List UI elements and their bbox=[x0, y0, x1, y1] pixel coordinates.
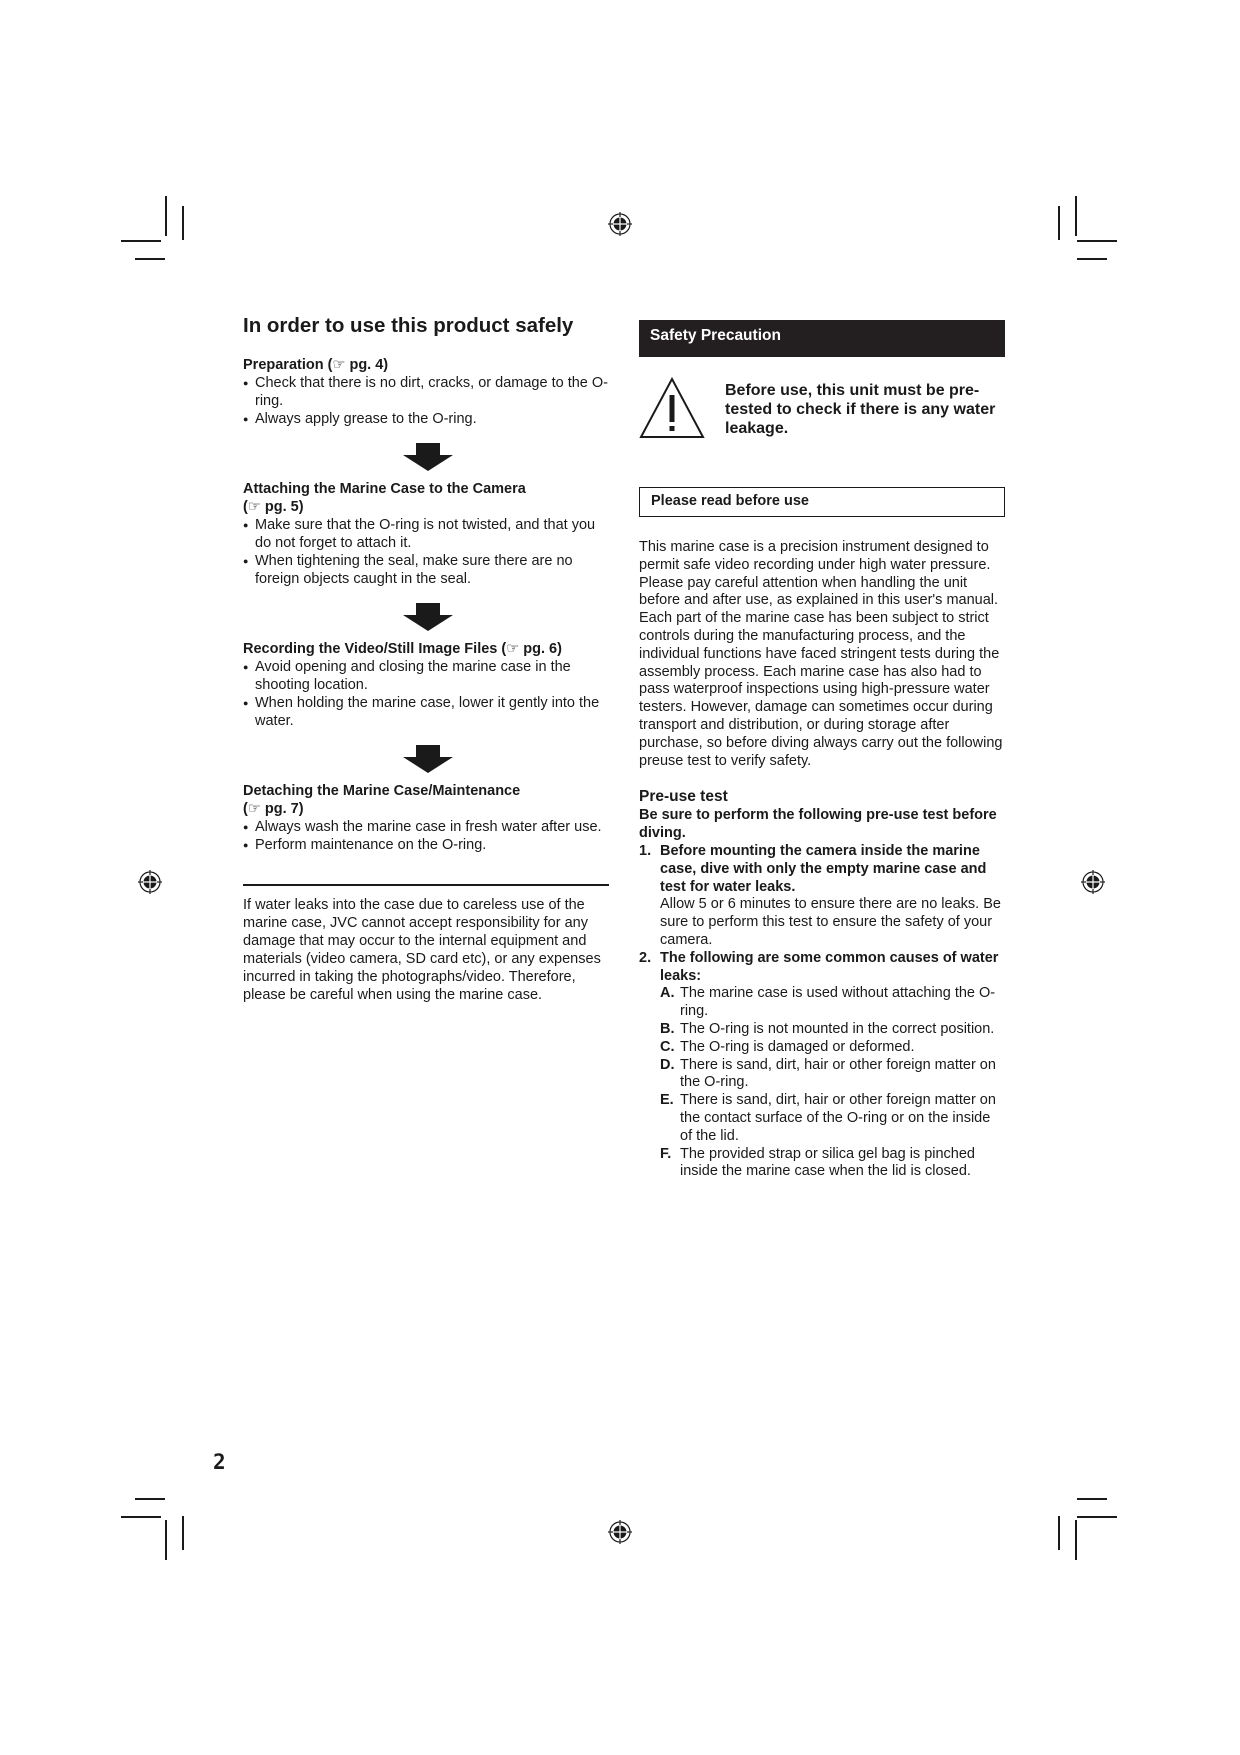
crop-mark bbox=[135, 258, 165, 260]
crop-mark bbox=[1077, 1498, 1107, 1500]
crop-mark bbox=[1058, 206, 1060, 240]
registration-mark-icon bbox=[138, 870, 162, 894]
section-heading: Attaching the Marine Case to the Camera bbox=[243, 480, 526, 497]
preuse-subtitle: Be sure to perform the following pre-use test before diving. bbox=[639, 807, 997, 842]
reference-hand-icon: ☞ bbox=[332, 356, 346, 373]
page-title: In order to use this product safely bbox=[243, 314, 574, 337]
down-arrow-icon bbox=[403, 745, 453, 773]
crop-mark bbox=[1077, 1516, 1117, 1518]
cause-letter: E. bbox=[660, 1092, 674, 1109]
registration-mark-icon bbox=[608, 212, 632, 236]
cause-item: F. The provided strap or silica gel bag is pinched inside the marine case when the lid is closed. bbox=[660, 1145, 975, 1180]
crop-mark bbox=[1075, 1520, 1077, 1560]
crop-mark bbox=[1075, 196, 1077, 236]
bullet-item: ● Always apply grease to the O-ring. bbox=[243, 410, 609, 428]
step-heading: The following are some common causes of water leaks: bbox=[660, 949, 999, 984]
reference-hand-icon: ☞ bbox=[247, 800, 261, 817]
right-column bbox=[639, 320, 1005, 1181]
crop-mark bbox=[165, 196, 167, 236]
crop-mark bbox=[135, 1498, 165, 1500]
down-arrow-icon bbox=[403, 443, 453, 471]
flow-arrow bbox=[243, 730, 609, 782]
step-number: 2. bbox=[639, 949, 652, 966]
left-column bbox=[243, 314, 609, 1018]
flow-arrow bbox=[243, 428, 609, 480]
warning-block bbox=[639, 377, 1005, 477]
cause-item: A. The marine case is used without attaching the O-ring. bbox=[660, 985, 996, 1020]
crop-mark bbox=[1058, 1516, 1060, 1550]
bullet-item: ● When tightening the seal, make sure there are no foreign objects caught in the seal. bbox=[243, 552, 609, 588]
section-ref: (☞ pg. 7) bbox=[243, 800, 304, 817]
cause-item: C. The O-ring is damaged or deformed. bbox=[660, 1038, 915, 1055]
safety-banner: Safety Precaution bbox=[639, 320, 1005, 357]
cause-item: B. The O-ring is not mounted in the correct position. bbox=[660, 1020, 995, 1037]
step-heading: Before mounting the camera inside the marine case, dive with only the empty marine case and test for water leaks. bbox=[660, 842, 987, 895]
warning-text: Before use, this unit must be pre-tested to check if there is any water leakage. bbox=[725, 382, 996, 437]
section-ref: (☞ pg. 5) bbox=[243, 498, 304, 515]
bullet-item: ● Make sure that the O-ring is not twisted, and that you do not forget to attach it. bbox=[243, 516, 609, 552]
bullet-item: ● When holding the marine case, lower it gently into the water. bbox=[243, 694, 609, 730]
crop-mark bbox=[121, 1516, 161, 1518]
cause-letter: C. bbox=[660, 1038, 675, 1055]
warning-triangle-icon bbox=[639, 377, 705, 439]
cause-letter: F. bbox=[660, 1145, 672, 1162]
registration-mark-icon bbox=[1081, 870, 1105, 894]
crop-mark bbox=[182, 1516, 184, 1550]
crop-mark bbox=[1077, 240, 1117, 242]
bullet-item: ● Check that there is no dirt, cracks, or damage to the O-ring. bbox=[243, 374, 609, 410]
section-attaching bbox=[243, 480, 609, 588]
crop-mark bbox=[165, 1520, 167, 1560]
cause-letter: B. bbox=[660, 1020, 675, 1037]
step-body: Allow 5 or 6 minutes to ensure there are no leaks. Be sure to perform this test to ensure the safety of your camera. bbox=[660, 896, 1001, 948]
reference-hand-icon: ☞ bbox=[247, 498, 261, 515]
down-arrow-icon bbox=[403, 603, 453, 631]
crop-mark bbox=[1077, 258, 1107, 260]
disclaimer: If water leaks into the case due to careless use of the marine case, JVC cannot accept responsibility for any damage that may occur to the internal equipment and materials (video camera, SD card etc), or any expenses incurred in taking the photographs/video. Therefore, please be careful when using the marine case. bbox=[243, 896, 601, 1003]
section-heading: Preparation (☞ pg. 4) bbox=[243, 356, 389, 373]
crop-mark bbox=[121, 240, 161, 242]
divider bbox=[243, 884, 609, 886]
cause-letter: A. bbox=[660, 985, 675, 1002]
flow-arrow bbox=[243, 588, 609, 640]
cause-item: D. There is sand, dirt, hair or other foreign matter on the O-ring. bbox=[660, 1056, 996, 1091]
intro-paragraph: This marine case is a precision instrument designed to permit safe video recording under high water pressure. Please pay careful attention when handling the unit before and after use, as explained in this user's manual. Each part of the marine case has been subject to strict controls during the manufacturing process, and the individual functions have faced stringent tests during the assembly process. Each marine case has also had to pass waterproof inspections using high-pressure water testers. However, damage can sometimes occur during transport and distribution, or during storage after purchase, so before diving always carry out the following preuse test to verify safety. bbox=[639, 539, 1003, 769]
section-heading: Recording the Video/Still Image Files (☞ pg. 6) bbox=[243, 640, 562, 657]
cause-letter: D. bbox=[660, 1056, 675, 1073]
bullet-item: ● Always wash the marine case in fresh water after use. bbox=[243, 818, 609, 836]
section-detaching bbox=[243, 782, 609, 854]
section-preparation bbox=[243, 356, 609, 428]
crop-mark bbox=[182, 206, 184, 240]
page-number: 2 bbox=[213, 1450, 226, 1474]
bullet-item: ● Perform maintenance on the O-ring. bbox=[243, 836, 609, 854]
step-number: 1. bbox=[639, 842, 652, 859]
read-before-use-box: Please read before use bbox=[639, 487, 1005, 517]
bullet-item: ● Avoid opening and closing the marine case in the shooting location. bbox=[243, 658, 609, 694]
section-heading: Detaching the Marine Case/Maintenance bbox=[243, 782, 521, 799]
preuse-title: Pre-use test bbox=[639, 788, 728, 806]
cause-item: E. There is sand, dirt, hair or other foreign matter on the contact surface of the O-ring or on the inside of the lid. bbox=[660, 1092, 996, 1144]
section-recording bbox=[243, 640, 609, 730]
reference-hand-icon: ☞ bbox=[506, 640, 520, 657]
step-item bbox=[639, 843, 1005, 950]
step-item bbox=[639, 950, 1005, 986]
registration-mark-icon bbox=[608, 1520, 632, 1544]
